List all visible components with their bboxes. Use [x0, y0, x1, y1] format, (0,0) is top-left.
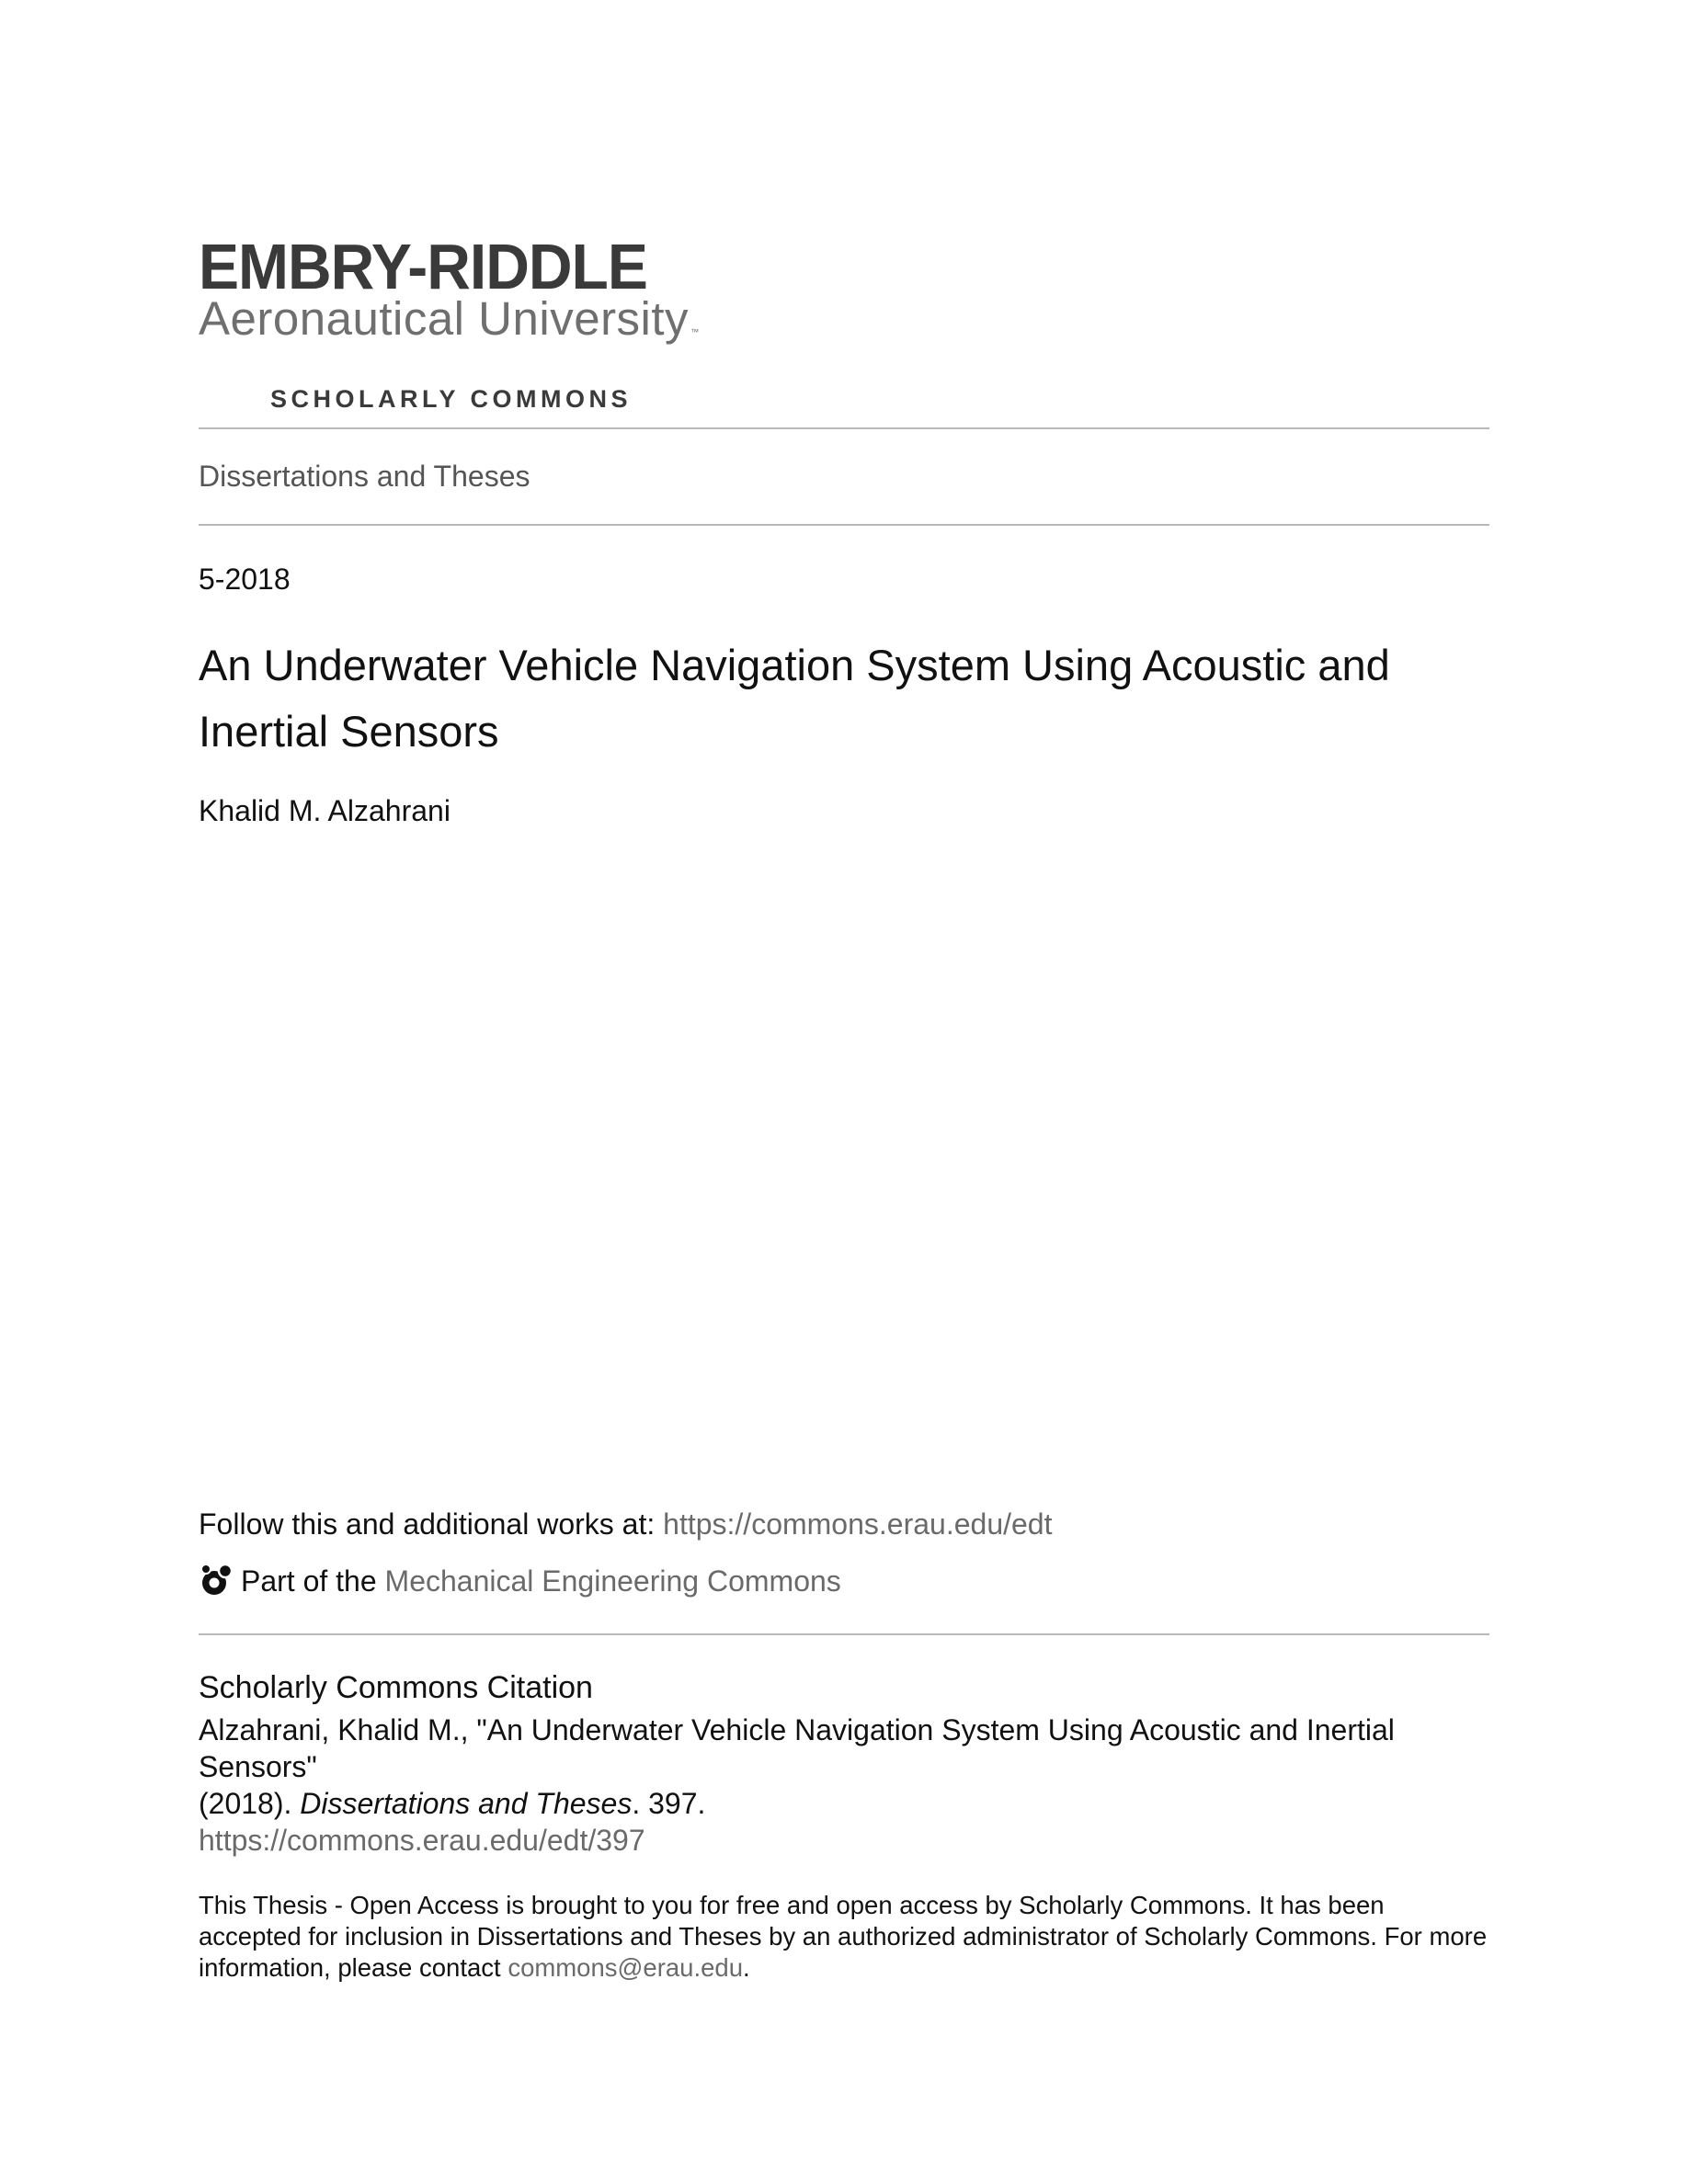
citation-series: Dissertations and Theses — [300, 1787, 633, 1820]
cover-page — [199, 0, 1489, 2184]
citation-number: . 397. — [632, 1787, 706, 1820]
logo-subtitle-text: Aeronautical University — [199, 292, 690, 345]
notice-text: This Thesis - Open Access is brought to you for free and open access by Scholarly Commons. It has been accepted for inclusion in Dissertations and Theses by an authorized administrator of Scholarly Commons. For more information, please contact — [199, 1891, 1488, 1982]
logo-subtitle — [199, 293, 805, 358]
series-name: Dissertations and Theses — [199, 460, 530, 493]
discipline-label: Part of the — [241, 1564, 377, 1598]
divider-series — [199, 524, 1489, 526]
follow-line — [199, 1506, 1052, 1542]
notice-end: . — [743, 1953, 750, 1982]
university-logo[interactable] — [199, 230, 805, 413]
citation-text — [199, 1712, 1489, 1859]
discipline-link[interactable]: Mechanical Engineering Commons — [384, 1564, 841, 1598]
follow-label: Follow this and additional works at: — [199, 1507, 664, 1541]
access-notice — [199, 1890, 1489, 1984]
logo-wordmark: EMBRY-RIDDLE — [199, 230, 647, 302]
contact-email-link[interactable]: commons@erau.edu — [508, 1953, 743, 1982]
discipline-line — [199, 1553, 841, 1609]
author-name: Khalid M. Alzahrani — [199, 794, 451, 827]
citation-url-link[interactable]: https://commons.erau.edu/edt/397 — [199, 1824, 645, 1857]
document-title: An Underwater Vehicle Navigation System Using Acoustic and Inertial Sensors — [199, 641, 1390, 756]
network-icon — [199, 1563, 234, 1599]
divider-top — [199, 427, 1489, 429]
divider-citation — [199, 1633, 1489, 1635]
trademark-mark: ™ — [690, 327, 700, 336]
citation-heading: Scholarly Commons Citation — [199, 1670, 593, 1705]
publication-date: 5-2018 — [199, 563, 291, 596]
citation-year: (2018). — [199, 1787, 301, 1820]
logo-repository-name: SCHOLARLY COMMONS — [270, 385, 633, 413]
collection-link[interactable]: https://commons.erau.edu/edt — [663, 1507, 1053, 1541]
citation-line: Alzahrani, Khalid M., "An Underwater Vehicle Navigation System Using Acoustic and Inertial Sensors" — [199, 1713, 1395, 1783]
